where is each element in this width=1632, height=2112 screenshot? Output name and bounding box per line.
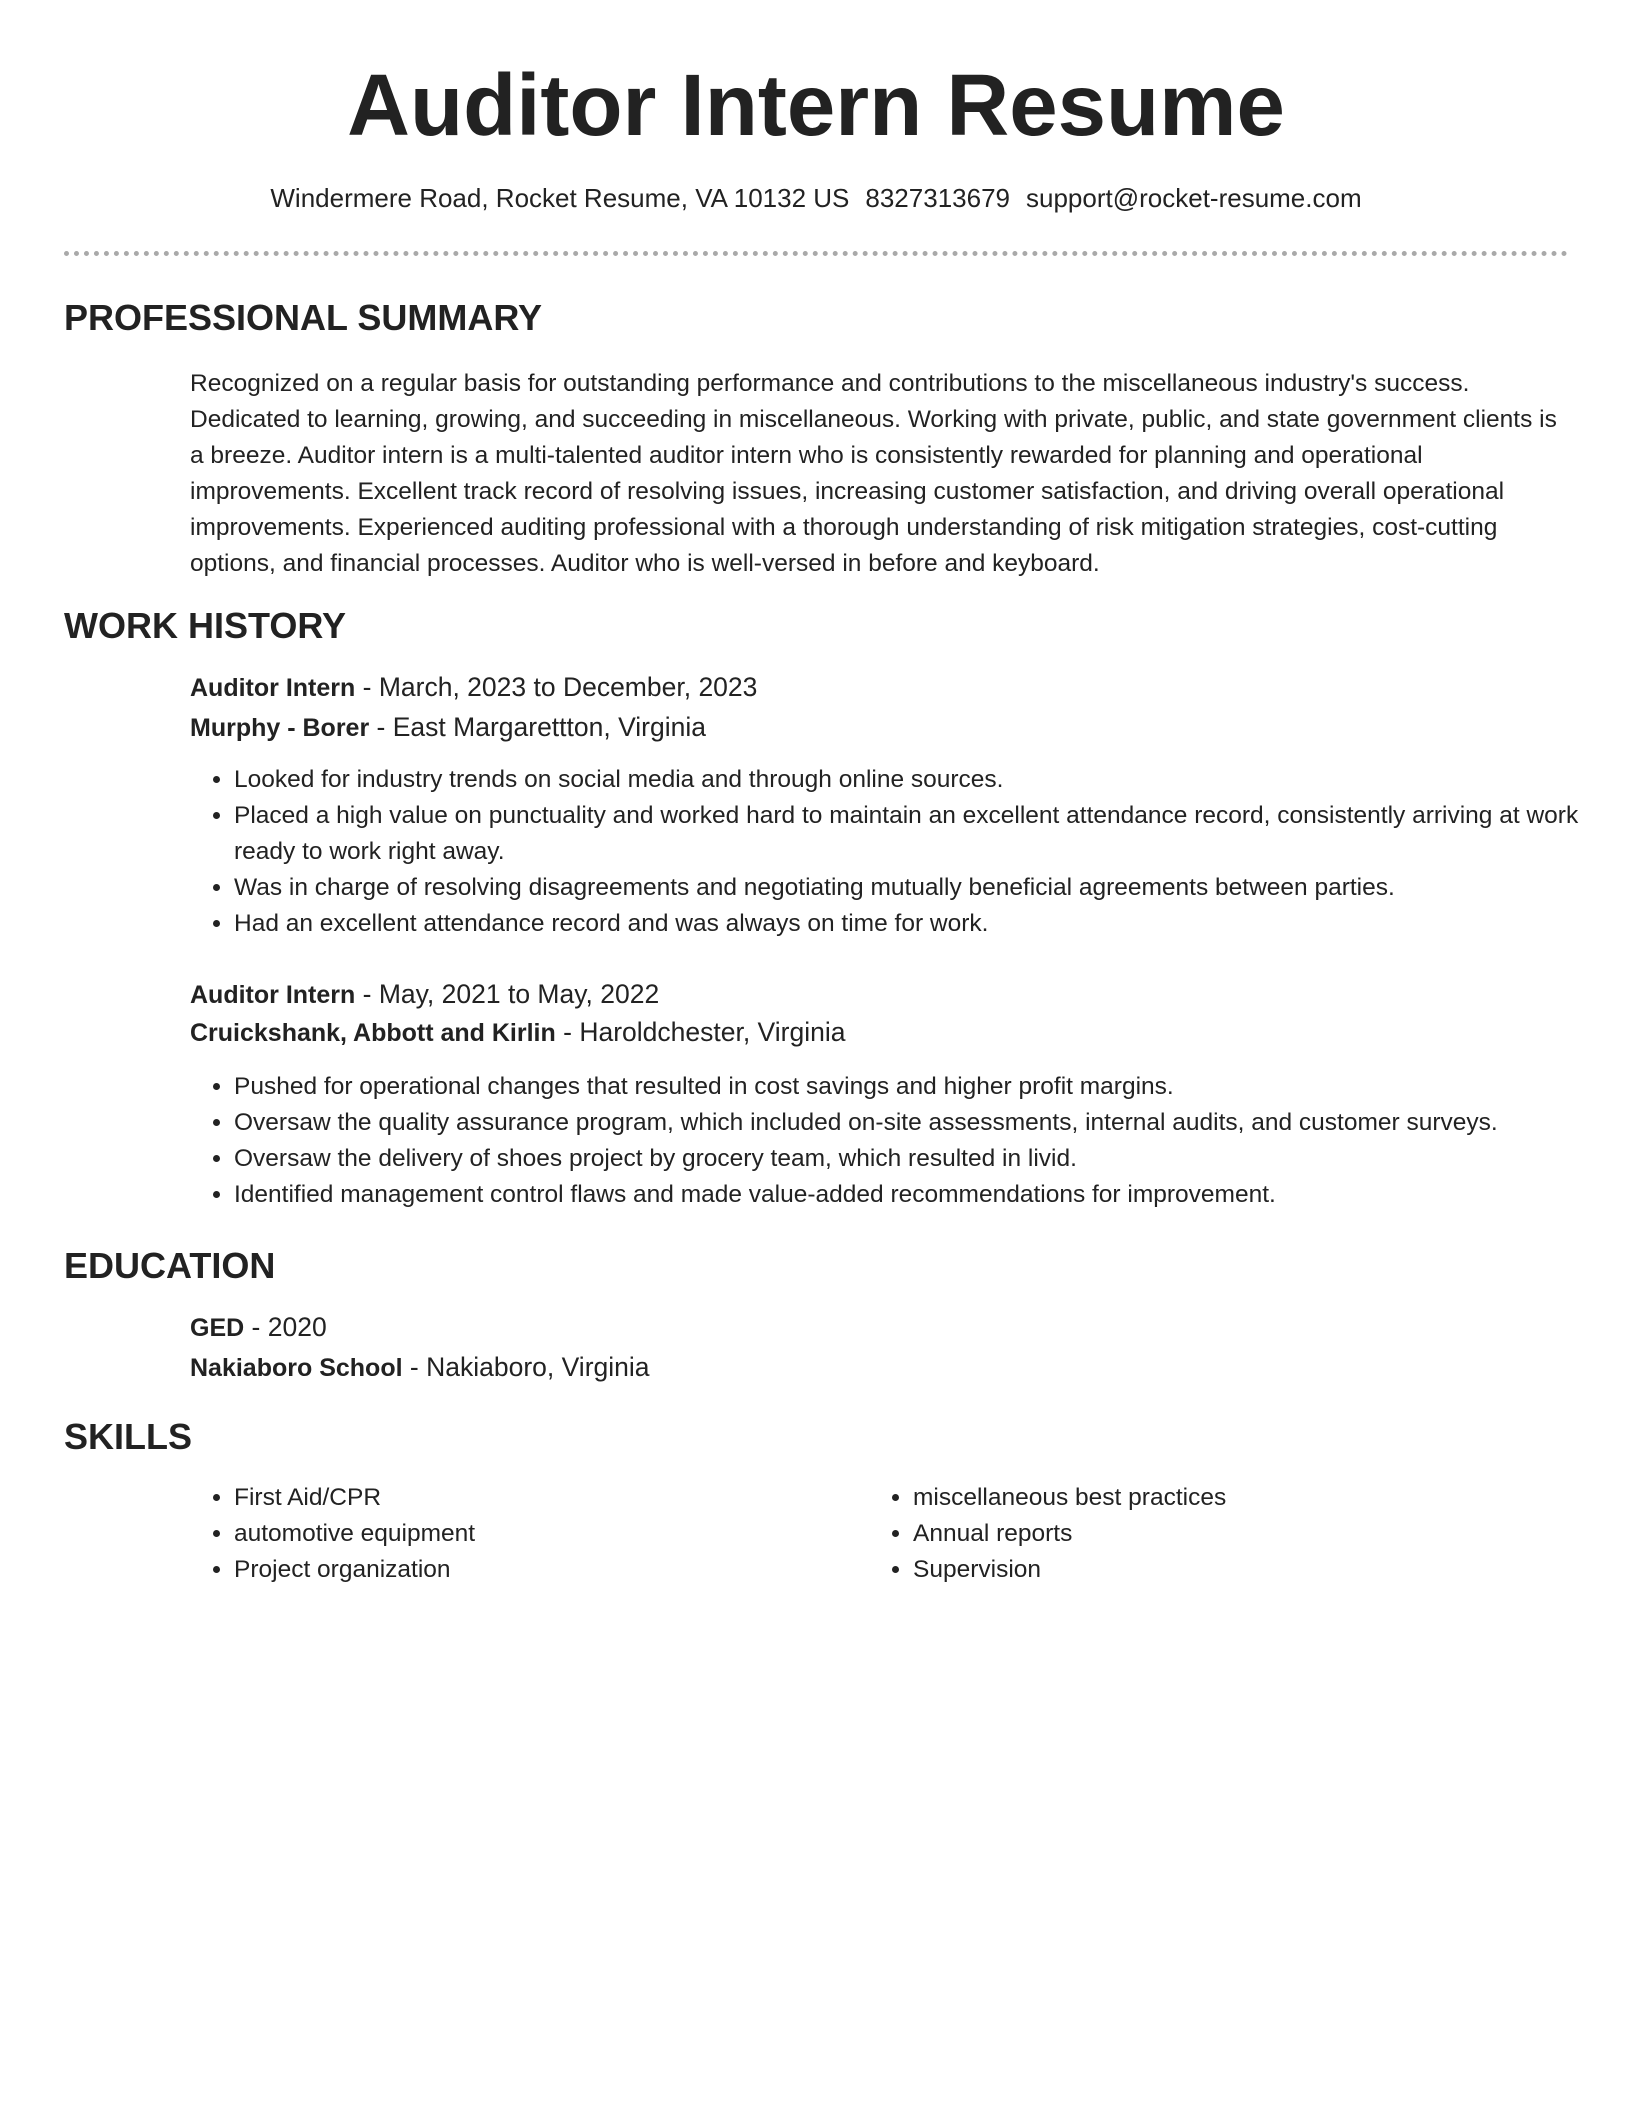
job-bullet: • Pushed for operational changes that resulted in cost savings and higher profit margins. [234,1069,1614,1105]
job-bullet: • Looked for industry trends on social media and through online sources. [234,762,1614,798]
skills-list-left [190,1480,854,1588]
job-company-line [190,1014,845,1051]
education-degree-line [190,1309,327,1346]
job-bullets [190,1069,1614,1213]
job-bullet: • Oversaw the delivery of shoes project by grocery team, which resulted in livid. [234,1141,1614,1177]
work-history-heading: WORK HISTORY [64,605,347,646]
contact-phone: 8327313679 [865,183,1010,213]
contact-address: Windermere Road, Rocket Resume, VA 10132 US [270,183,850,213]
skill-item: • First Aid/CPR [234,1480,854,1516]
education-school-line [190,1349,650,1386]
education-degree: GED [190,1314,245,1342]
job-location: - Haroldchester, Virginia [555,1017,846,1047]
education-year: - 2020 [244,1312,327,1342]
job-role: Auditor Intern [190,981,356,1009]
education-heading: EDUCATION [64,1245,276,1286]
contact-line [0,180,1632,216]
contact-email: support@rocket-resume.com [1026,183,1362,213]
skill-item: • miscellaneous best practices [913,1480,1573,1516]
job-bullet: • Oversaw the quality assurance program, which included on-site assessments, internal audits, and customer surveys. [234,1105,1614,1141]
skill-item: • Annual reports [913,1516,1573,1552]
education-location: - Nakiaboro, Virginia [402,1352,650,1382]
summary-heading: PROFESSIONAL SUMMARY [64,297,543,338]
header-divider [64,251,1568,256]
job-bullets [190,762,1614,942]
job-dates: - March, 2023 to December, 2023 [355,672,758,702]
job-bullet: • Identified management control flaws and made value-added recommendations for improvement. [234,1177,1614,1213]
job-company: Cruickshank, Abbott and Kirlin [190,1019,556,1047]
summary-text: Recognized on a regular basis for outstanding performance and contributions to the miscellaneous industry's success. Dedicated to learning, growing, and succeeding in miscellaneous. Working with private, public, and state government clients is a breeze. Auditor intern is a multi-talented auditor intern who is consistently rewarded for planning and operational improvements. Excellent track record of resolving issues, increasing customer satisfaction, and driving overall operational improvements. Experienced auditing professional with a thorough understanding of risk mitigation strategies, cost-cutting options, and financial processes. Auditor who is well-versed in before and keyboard. [190,370,1557,577]
job-bullet: • Placed a high value on punctuality and worked hard to maintain an excellent attendance record, consistently arriving at work ready to work right away. [234,798,1614,870]
skill-item: • automotive equipment [234,1516,854,1552]
skill-item: • Supervision [913,1552,1573,1588]
skills-heading: SKILLS [64,1416,193,1457]
job-company: Murphy - Borer [190,714,370,742]
education-school: Nakiaboro School [190,1354,403,1382]
job-bullet: • Had an excellent attendance record and was always on time for work. [234,906,1614,942]
skills-list-right [869,1480,1573,1588]
skill-item: • Project organization [234,1552,854,1588]
job-bullet: • Was in charge of resolving disagreements and negotiating mutually beneficial agreements between parties. [234,870,1614,906]
job-location: - East Margarettton, Virginia [369,712,706,742]
job-title-line [190,976,659,1013]
job-dates: - May, 2021 to May, 2022 [355,979,660,1009]
job-title-line [190,669,757,706]
job-role: Auditor Intern [190,674,356,702]
resume-title: Auditor Intern Resume [347,57,1285,154]
job-company-line [190,709,706,746]
